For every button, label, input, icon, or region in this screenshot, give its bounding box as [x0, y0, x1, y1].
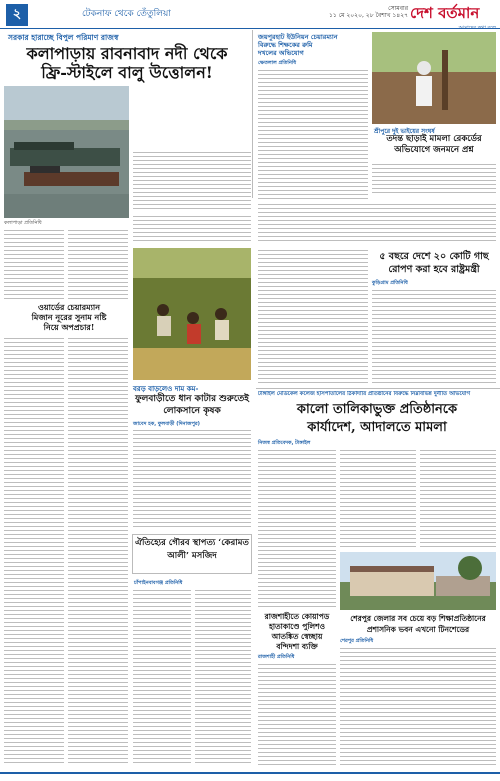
tree-headline-line2: অভিযোগে জনমনে প্রশ্ন	[394, 145, 474, 155]
rajshahi-body	[258, 662, 336, 766]
paddy-headline-line2: লোকসানে কৃষক	[163, 406, 221, 416]
rajshahi-headline-line3: আতঙ্কিত স্বেচ্ছায়	[271, 632, 323, 641]
rajshahi-headline-line4: বন্দিদশা ব্যক্তি	[276, 642, 318, 651]
side-body	[258, 68, 368, 200]
heritage-headline-line1: ঐতিহ্যের গৌরব স্থাপত্য ‘কেরামত	[135, 538, 249, 548]
tree-body	[372, 162, 496, 196]
corruption-headline-line1: কালো তালিকাভুক্ত প্রতিষ্ঠানকে	[296, 402, 458, 417]
lead-headline	[4, 44, 250, 82]
sherpur-headline-line1: শেরপুর জেলার সব চেয়ে বড় শিক্ষাপ্রতিষ্ঠানের	[350, 614, 486, 623]
corruption-headline-line2: কার্যাদেশ, আদালতে মামলা	[307, 420, 447, 435]
paddy-headline-line1: ফুলবাড়ীতে ধান কাটার শুরুতেই	[135, 394, 249, 404]
rajshahi-headline-line2: হাতাকাণ্ডে পুলিশও	[268, 622, 326, 631]
river-boats-photo	[4, 86, 129, 218]
plant-headline-line2: রোপণ করা হবে রাষ্ট্রমন্ত্রী	[388, 264, 480, 275]
header-rule	[0, 28, 500, 29]
side-kicker	[258, 33, 368, 57]
paddy-headline	[132, 393, 252, 417]
chairman-headline-line2: মিজান নূরের সুনাম নষ্টি	[31, 312, 107, 322]
corruption-body-col1	[258, 448, 336, 608]
rajshahi-headline	[258, 612, 336, 652]
heritage-body-col1	[133, 588, 191, 766]
chairman-headline	[14, 302, 124, 332]
plant-body-col2	[372, 288, 496, 384]
side-kicker-line3: দখলের অভিযোগ	[258, 49, 304, 57]
lead-headline-line2: ফ্রি-স্টাইলে বালু উত্তোলন!	[41, 63, 213, 82]
chairman-headline-line1: ওয়ার্ডের চেয়ারম্যান	[37, 302, 101, 312]
plant-body-col1	[258, 248, 368, 384]
page-number: ২	[6, 4, 28, 26]
chairman-body-col1	[4, 336, 64, 766]
plant-headline	[372, 250, 496, 276]
lead-body-col3	[133, 150, 251, 210]
lead-body-col1	[4, 228, 64, 300]
heritage-headline	[134, 537, 250, 563]
sherpur-headline-line2: প্রশাসনিক ভবন এখনো টিনশেডের	[366, 625, 470, 634]
corruption-byline: নিজস্ব প্রতিবেদক, টাঙ্গাইল	[258, 440, 311, 446]
logo-text: দেশ বর্তমান	[410, 4, 480, 22]
column-divider	[252, 30, 253, 198]
section-rule	[256, 388, 500, 389]
plant-headline-line1: ৫ বছরে দেশে ২০ কোটি গাছ	[379, 251, 489, 262]
heritage-byline: চাঁপাইনবাবগঞ্জ প্রতিনিধি	[134, 580, 183, 586]
issue-full-date: ১১ মে ২০২০, ২৮ বৈশাখ ১৪২৭	[329, 12, 408, 19]
corruption-body-col3	[420, 448, 496, 548]
side-kicker-line2: বিরুদ্ধে শিক্ষকের রুমি	[258, 41, 313, 49]
masthead-logo	[410, 2, 496, 26]
paddy-body	[133, 428, 251, 528]
paddy-kicker: বরড় বাড়লেও দাম কম-	[133, 385, 199, 393]
paddy-byline: জাবেদ হক, ফুলবাড়ী (দিনাজপুর)	[133, 421, 200, 427]
plant-byline: কুড়িগ্রাম প্রতিনিধি	[372, 280, 408, 286]
sherpur-body	[340, 646, 496, 766]
corruption-body-col2	[340, 448, 416, 548]
lead-photo-caption: কলাপাড়া প্রতিনিধি	[4, 220, 42, 226]
sherpur-byline: শেরপুর প্রতিনিধি	[340, 638, 374, 644]
sherpur-headline	[340, 613, 496, 635]
lead-headline-line1: কলাপাড়ায় রাবনাবাদ নদী থেকে	[26, 44, 228, 63]
side-byline: ক্ষেতলাল প্রতিনিধি	[258, 60, 297, 66]
side-kicker-line1: জয়পুরহাট ইউনিয়ন চেয়ারম্যান	[258, 33, 338, 41]
sherpur-building-photo	[340, 552, 496, 610]
chairman-headline-line3: নিয়ে অপপ্রচার!	[43, 322, 95, 332]
lead-body-col3b	[133, 214, 251, 244]
lead-body-col2	[68, 228, 128, 300]
issue-day: সোমবার	[388, 5, 408, 12]
issue-date	[258, 5, 408, 19]
tree-headline-line1: তদন্ত ছাড়াই মামলা রেকর্ডের	[386, 134, 482, 144]
lead-kicker: সরকার হারাচ্ছে বিপুল পরিমাণ রাজস্ব	[8, 33, 119, 42]
plant-body-top	[258, 202, 496, 244]
heritage-headline-line2: আলী’ মসজিদ	[167, 551, 217, 561]
corruption-headline	[256, 401, 498, 437]
chairman-body-col2	[68, 336, 128, 766]
footer-rule	[0, 772, 500, 774]
corruption-kicker: টাঙ্গাইল মেডিকেল কলেজ হাসপাতালের ঠিকাদারি প্রতিষ্ঠানের বিরুদ্ধে নিম্নবিভিন্ন দুর্নীতি অভিযোগ	[258, 391, 471, 397]
section-title: টেকনাফ থেকে তেঁতুলিয়া	[82, 9, 171, 19]
rajshahi-byline: রাজশাহী প্রতিনিধি	[258, 654, 295, 660]
rajshahi-headline-line1: রাজশাহীতে কোয়াপড	[264, 612, 330, 621]
tree-kicker: শ্রীপুরে দুই ভাইয়ের সংঘর্ষ	[374, 128, 435, 135]
tree-headline	[372, 134, 496, 156]
tree-man-photo	[372, 32, 496, 124]
heritage-body-col2	[195, 588, 251, 766]
paddy-field-photo	[133, 248, 251, 380]
